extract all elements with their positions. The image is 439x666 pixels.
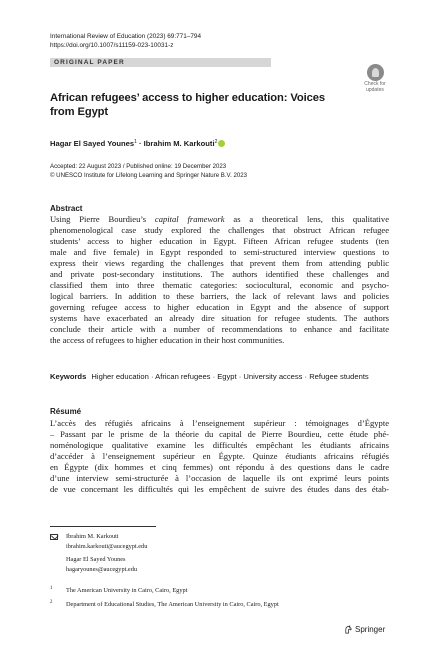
resume-body [50, 418, 389, 495]
article-title [50, 91, 350, 119]
coauthor-name: Hagar El Sayed Younes [66, 556, 126, 564]
check-for-updates-text: Check for updates [364, 81, 386, 93]
author-name[interactable]: Hagar El Sayed Younes [50, 139, 135, 148]
journal-citation: International Review of Education (2023) 69:771–794 [50, 33, 201, 40]
correspondent-email[interactable]: ibrahim.karkouti@aucegypt.edu [66, 542, 148, 550]
publisher-name: Springer [355, 625, 386, 634]
journal-header [50, 32, 201, 50]
resume-line: en Égypte (dix hommes et cinq femmes) ont répondu à des questions dans le cadre [50, 462, 389, 473]
author-separator: · [136, 139, 144, 148]
abstract-heading: Abstract [50, 204, 83, 213]
abstract-line: the access of refugees to higher education in their host communities. [50, 335, 285, 346]
envelope-icon [50, 534, 58, 540]
article-type-bar [50, 58, 271, 67]
abstract-line: governing refugee access to higher education in Egypt and the absence of support [50, 302, 389, 313]
springer-horse-icon [344, 625, 353, 634]
abstract-line: classified them into three thematic categories: sociocultural, economic and psycho- [50, 280, 389, 291]
footnote-divider [50, 526, 156, 527]
affiliation-marker: 1 [134, 139, 137, 145]
check-for-updates-badge[interactable] [360, 64, 390, 96]
copyright-line: © UNESCO Institute for Lifelong Learning and Springer Nature B.V. 2023 [50, 171, 248, 179]
orcid-icon[interactable] [218, 140, 225, 147]
abstract-line: systems have exacerbated an already dire situation for refugee students. The authors [50, 313, 389, 324]
abstract-line: express their views regarding the challenges that prevent them from attending public [50, 258, 389, 269]
affiliation-number: 2 [50, 600, 53, 605]
resume-line: – Passant par le prisme de la théorie du capital de Pierre Bourdieu, cette étude phé- [50, 429, 389, 440]
abstract-line: students’ access to higher education in Egypt. Fifteen African refugee students (ten [50, 236, 389, 247]
keywords-list: Higher education · African refugees · Egypt · University access · Refugee students [91, 372, 369, 381]
doi-link[interactable]: https://doi.org/10.1007/s11159-023-10031-z [50, 42, 174, 49]
resume-line: d’accéder à l’enseignement supérieur en Égypte. Quinze étudiants africains réfugiés [50, 451, 389, 462]
check-for-updates-icon [367, 64, 384, 81]
abstract-body [50, 214, 389, 346]
abstract-line: male and five female) in Egypt responded to semi-structured interview questions to [50, 247, 389, 258]
title-line-2: from Egypt [50, 106, 109, 118]
title-line-1: African refugees’ access to higher education: Voices [50, 92, 325, 104]
affiliation-marker: 2 [214, 139, 218, 145]
resume-heading: Résumé [50, 407, 82, 416]
publisher-logo [344, 625, 385, 635]
emphasis-text: capital framework [154, 214, 225, 224]
resume-line: de vue concernant les difficultés qui les empêchent de suivre des études dans des étab- [50, 484, 389, 495]
author-name[interactable]: Ibrahim M. Karkouti [143, 139, 215, 148]
abstract-line: and private post-secondary institutions. The authors identified these challenges and [50, 269, 389, 280]
affiliation-number: 1 [50, 586, 53, 591]
affiliation-text: The American University in Cairo, Cairo, Egypt [66, 587, 188, 594]
abstract-line: phenomenological case study explored the challenges that obstruct African refugee [50, 225, 389, 236]
correspondent-name: Ibrahim M. Karkouti [66, 533, 119, 540]
coauthor-email[interactable]: hagaryounes@aucegypt.edu [66, 566, 138, 574]
author-list [50, 137, 225, 149]
abstract-line: conclude their article with a number of recommendations to enhance and facilitate [50, 324, 389, 335]
affiliation-text: Department of Educational Studies, The American University in Cairo, Cairo, Egypt [66, 601, 279, 608]
dates-line: Accepted: 22 August 2023 / Published online: 19 December 2023 [50, 163, 227, 170]
abstract-line: Using Pierre Bourdieu’s capital framework as a theoretical lens, this qualitative [50, 214, 389, 224]
publication-dates [50, 163, 247, 180]
resume-line: L’accès des réfugiés africains à l’enseignement supérieur : témoignages d’Égypte [50, 418, 389, 428]
keywords [50, 372, 389, 383]
article-type-label: ORIGINAL PAPER [54, 59, 125, 66]
abstract-line: logical barriers. In addition to these barriers, the lack of relevant laws and policies [50, 291, 389, 302]
resume-line: noménologique qualitative examine les difficultés empêchant les étudiants africains [50, 440, 389, 451]
resume-line: d’une interview semi-structurée à l’occasion de laquelle ils ont exprimé leurs points [50, 473, 389, 484]
keywords-label: Keywords [50, 372, 87, 381]
